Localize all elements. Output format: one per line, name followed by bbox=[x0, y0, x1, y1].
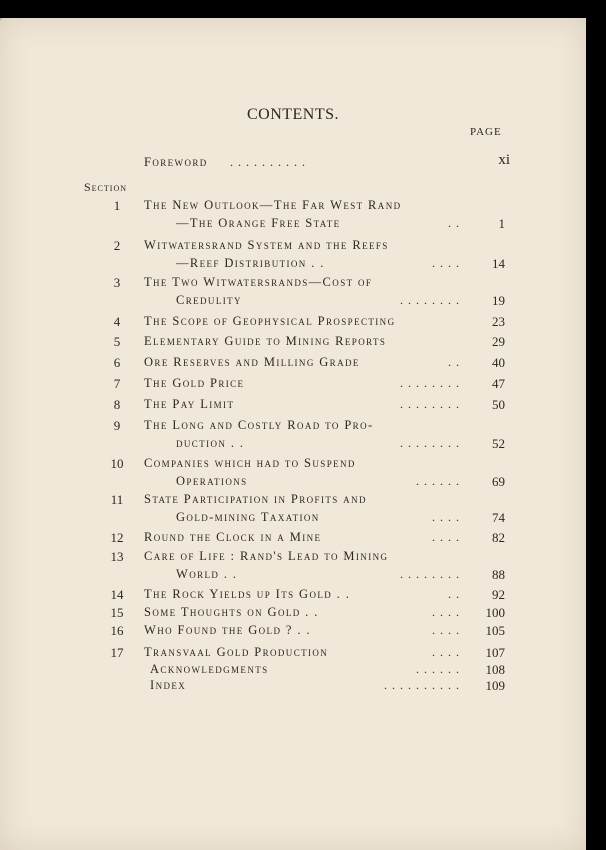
page-number: 40 bbox=[492, 355, 505, 370]
section-number: 6 bbox=[113, 355, 121, 370]
chapter-title-line: Some Thoughts on Gold . . bbox=[144, 605, 319, 619]
page-number: 19 bbox=[492, 293, 505, 308]
leader-dots: . . . . bbox=[432, 645, 460, 659]
page-title: CONTENTS. bbox=[246, 106, 340, 123]
section-number: 15 bbox=[110, 605, 124, 620]
section-number: 2 bbox=[113, 238, 121, 253]
leader-dots: . . bbox=[448, 216, 460, 230]
page-number: 69 bbox=[492, 474, 505, 489]
chapter-title-line: The New Outlook—The Far West Rand bbox=[144, 198, 402, 212]
chapter-title-line: Index bbox=[150, 678, 187, 692]
page-number: 47 bbox=[492, 376, 505, 391]
chapter-title-line: The Gold Price bbox=[144, 376, 245, 390]
section-column-header: Section bbox=[84, 180, 128, 194]
page-number: 29 bbox=[492, 334, 505, 349]
leader-dots: . . . . bbox=[432, 623, 460, 637]
leader-dots: . . . . . . bbox=[416, 474, 460, 488]
chapter-title-line: Round the Clock in a Mine bbox=[144, 530, 322, 544]
section-number: 5 bbox=[113, 334, 121, 349]
page-number: 52 bbox=[492, 436, 505, 451]
page-number: 109 bbox=[485, 678, 505, 693]
chapter-title-line: —Reef Distribution . . bbox=[176, 256, 325, 270]
book-page bbox=[0, 18, 586, 850]
leader-dots: . . . . bbox=[432, 510, 460, 524]
leader-dots: . . bbox=[448, 587, 460, 601]
foreword-label: Foreword bbox=[144, 155, 208, 169]
chapter-title-line: Gold-mining Taxation bbox=[176, 510, 320, 524]
chapter-title-line: State Participation in Profits and bbox=[144, 492, 367, 506]
page-number: 50 bbox=[492, 397, 505, 412]
page-column-header: PAGE bbox=[470, 126, 502, 138]
leader-dots: . . . . bbox=[432, 256, 460, 270]
page-number: 23 bbox=[492, 314, 505, 329]
chapter-title-line: Credulity bbox=[176, 293, 242, 307]
section-number: 10 bbox=[110, 456, 124, 471]
leader-dots: . . . . . . . . bbox=[400, 293, 460, 307]
section-number: 7 bbox=[113, 376, 121, 391]
leader-dots: . . . . . . . . . . bbox=[384, 678, 460, 692]
chapter-title-line: Transvaal Gold Production bbox=[144, 645, 329, 659]
leader-dots: . . . . . . bbox=[416, 662, 460, 676]
section-number: 12 bbox=[110, 530, 124, 545]
chapter-title-line: Elementary Guide to Mining Reports bbox=[144, 334, 387, 348]
chapter-title-line: Acknowledgments bbox=[150, 662, 269, 676]
chapter-title-line: Care of Life : Rand's Lead to Mining bbox=[144, 549, 389, 563]
chapter-title-line: duction . . bbox=[176, 436, 245, 450]
section-number: 4 bbox=[113, 314, 121, 329]
chapter-title-line: The Scope of Geophysical Prospecting bbox=[144, 314, 396, 328]
page-number: 100 bbox=[485, 605, 505, 620]
chapter-title-line: The Long and Costly Road to Pro- bbox=[144, 418, 374, 432]
chapter-title-line: World . . bbox=[176, 567, 238, 581]
chapter-title-line: The Two Witwatersrands—Cost of bbox=[144, 275, 373, 289]
page-number: 74 bbox=[492, 510, 505, 525]
section-number: 17 bbox=[110, 645, 124, 660]
chapter-title-line: The Rock Yields up Its Gold . . bbox=[144, 587, 351, 601]
leader-dots: . . . . bbox=[432, 530, 460, 544]
page-number: 88 bbox=[492, 567, 505, 582]
section-number: 13 bbox=[110, 549, 124, 564]
foreword-leader-dots: . . . . . . . . . . bbox=[230, 155, 306, 169]
chapter-title-line: Witwatersrand System and the Reefs bbox=[144, 238, 389, 252]
page-number: 92 bbox=[492, 587, 505, 602]
section-number: 1 bbox=[113, 198, 121, 213]
chapter-title-line: —The Orange Free State bbox=[176, 216, 341, 230]
page-number: 105 bbox=[485, 623, 505, 638]
section-number: 8 bbox=[113, 397, 121, 412]
section-number: 11 bbox=[110, 492, 124, 507]
chapter-title-line: Companies which had to Suspend bbox=[144, 456, 356, 470]
leader-dots: . . . . . . . . bbox=[400, 376, 460, 390]
section-number: 16 bbox=[110, 623, 124, 638]
leader-dots: . . . . . . . . bbox=[400, 567, 460, 581]
section-number: 9 bbox=[113, 418, 121, 433]
page-number: 107 bbox=[485, 645, 505, 660]
leader-dots: . . . . bbox=[432, 605, 460, 619]
leader-dots: . . bbox=[448, 355, 460, 369]
page-number: 14 bbox=[492, 256, 505, 271]
section-number: 3 bbox=[113, 275, 121, 290]
chapter-title-line: Operations bbox=[176, 474, 248, 488]
page-number: 82 bbox=[492, 530, 505, 545]
leader-dots: . . . . . . . . bbox=[400, 436, 460, 450]
page-number: 108 bbox=[485, 662, 505, 677]
leader-dots: . . . . . . . . bbox=[400, 397, 460, 411]
foreword-page-number: xi bbox=[498, 152, 510, 168]
section-number: 14 bbox=[110, 587, 124, 602]
chapter-title-line: The Pay Limit bbox=[144, 397, 235, 411]
chapter-title-line: Ore Reserves and Milling Grade bbox=[144, 355, 360, 369]
chapter-title-line: Who Found the Gold ? . . bbox=[144, 623, 311, 637]
page-number: 1 bbox=[498, 216, 505, 231]
